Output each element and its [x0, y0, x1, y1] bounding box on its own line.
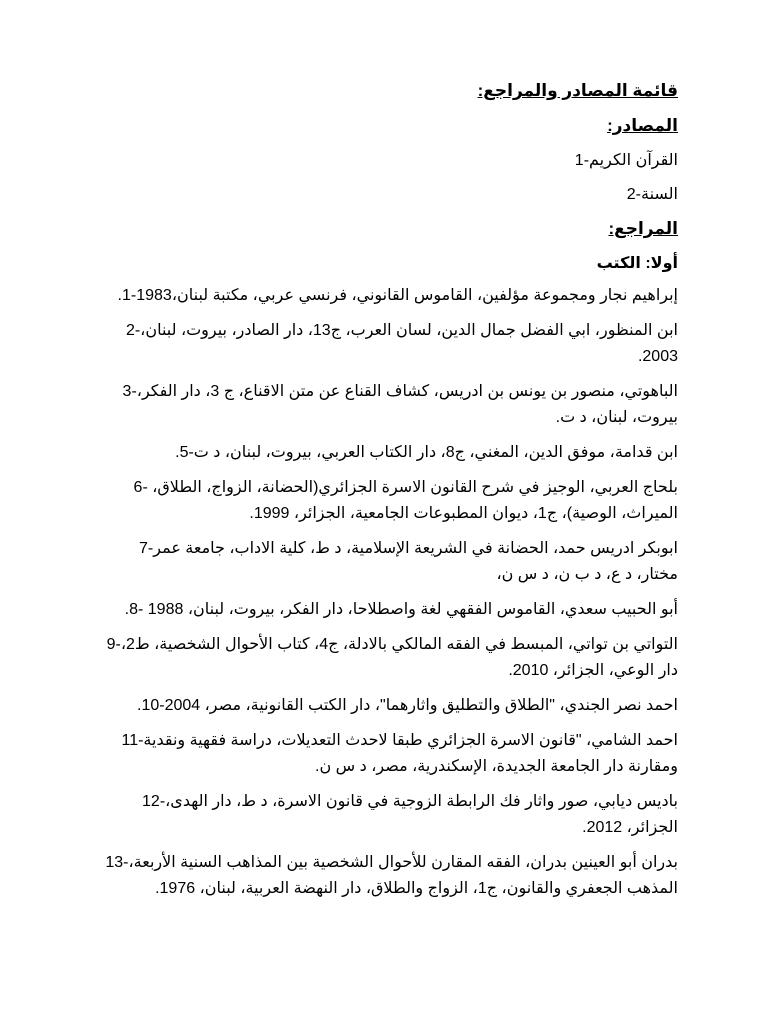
reference-line: 2003. [637, 348, 678, 365]
reference-line: بيروت، لبنان، د ت. [555, 409, 678, 426]
reference-item [90, 597, 678, 623]
books-heading: أولا: الكتب [596, 255, 678, 272]
reference-item [90, 440, 678, 466]
reference-item [90, 728, 678, 780]
reference-line: الميراث، الوصية)، ج1، ديوان المطبوعات الجامعية، الجزائر، 1999. [249, 505, 678, 522]
reference-line: دار الوعي، الجزائر، 2010. [508, 662, 678, 679]
reference-line: الجزائر، 2012. [582, 819, 678, 836]
reference-line: ومقارنة دار الجامعة الجديدة، الإسكندرية، مصر، د س ن. [315, 758, 678, 775]
reference-line: أبو الحبيب سعدي، القاموس الفقهي لغة واصطلاحا، دار الفكر، بيروت، لبنان، 1988 -8. [124, 601, 678, 618]
source-item: القرآن الكريم-1 [574, 152, 678, 169]
reference-item [90, 536, 678, 588]
reference-line: إبراهيم نجار ومجموعة مؤلفين، القاموس القانوني، فرنسي عربي، مكتبة لبنان،1983-1. [117, 287, 678, 304]
reference-item [90, 379, 678, 431]
reference-line: ابوبكر ادريس حمد، الحضانة في الشريعة الإسلامية، د ط، كلية الاداب، جامعة عمر-7 [139, 540, 678, 557]
reference-line: بدران أبو العينين بدران، الفقه المقارن للأحوال الشخصية بين المذاهب السنية الأربعة،-13 [105, 854, 678, 871]
references-heading: المراجع: [608, 219, 678, 238]
reference-line: احمد نصر الجندي، "الطلاق والتطليق واثارهما"، دار الكتب القانونية، مصر، 2004-10. [137, 697, 678, 714]
reference-line: مختار، د ع، د ب ن، د س ن، [496, 566, 678, 583]
reference-item [90, 850, 678, 902]
reference-line: ابن قدامة، موفق الدين، المغني، ج8، دار الكتاب العربي، بيروت، لبنان، د ت-5. [175, 444, 678, 461]
bibliography [90, 80, 678, 911]
reference-item [90, 283, 678, 309]
reference-item [90, 475, 678, 527]
reference-item [90, 632, 678, 684]
reference-line: احمد الشامي، "قانون الاسرة الجزائري طبقا لاحدث التعديلات، دراسة فقهية ونقدية-11 [121, 732, 678, 749]
reference-item [90, 789, 678, 841]
reference-line: بلحاج العربي، الوجيز في شرح القانون الاسرة الجزائري(الحضانة، الزواج، الطلاق، -6 [133, 479, 678, 496]
reference-line: باديس ديابي، صور واثار فك الرابطة الزوجية في قانون الاسرة، د ط، دار الهدى،-12 [142, 793, 678, 810]
reference-line: المذهب الجعفري والقانون، ج1، الزواج والطلاق، دار النهضة العربية، لبنان، 1976. [155, 880, 678, 897]
reference-item [90, 693, 678, 719]
reference-line: التواتي بن تواتي، المبسط في الفقه المالكي بالادلة، ج4، كتاب الأحوال الشخصية، ط2،-9 [106, 636, 678, 653]
source-item: السنة-2 [626, 186, 678, 203]
reference-line: ابن المنظور، ابي الفضل جمال الدين، لسان العرب، ج13، دار الصادر، بيروت، لبنان،-2 [125, 322, 678, 339]
sources-heading: المصادر: [607, 116, 678, 135]
reference-item [90, 318, 678, 370]
reference-line: الباهوتي، منصور بن يونس بن ادريس، كشاف القناع عن متن الاقناع، ج 3، دار الفكر،-3 [122, 383, 678, 400]
page-title: قائمة المصادر والمراجع: [477, 81, 678, 100]
